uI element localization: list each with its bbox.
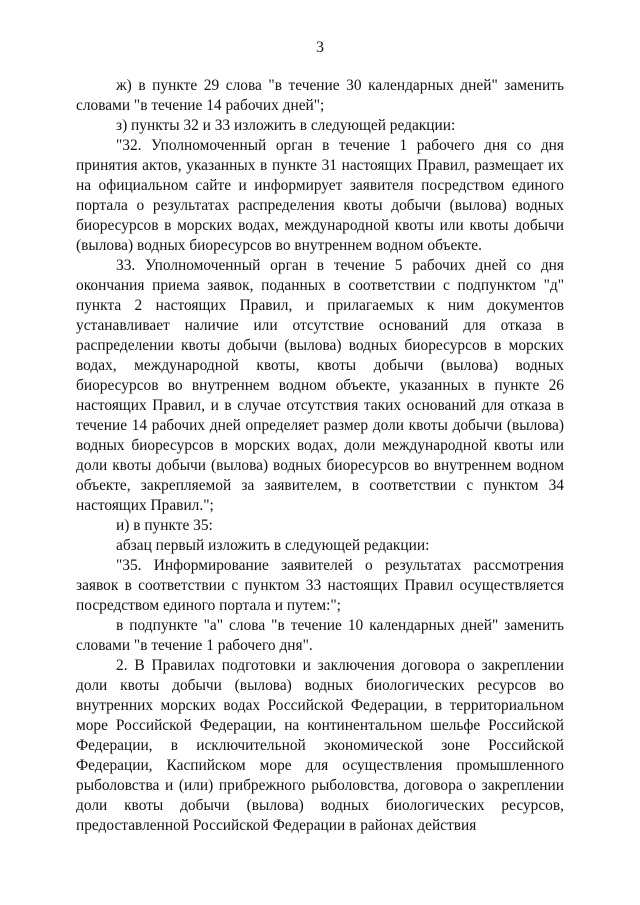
paragraph-amendment-zh: ж) в пункте 29 слова "в течение 30 календарных дней" заменить словами "в течение 14 рабочих дней"; — [76, 77, 564, 114]
paragraph-amendment-z: з) пункты 32 и 33 изложить в следующей редакции: — [116, 117, 456, 134]
paragraph-amendment-i: и) в пункте 35: — [116, 517, 213, 534]
page-number: 3 — [316, 39, 324, 56]
paragraph-subpoint-a: в подпункте "а" слова "в течение 10 календарных дней" заменить словами "в течение 1 рабочего дня". — [76, 617, 564, 654]
document-body — [76, 76, 564, 836]
paragraph-point-33: 33. Уполномоченный орган в течение 5 рабочих дней со дня окончания приема заявок, поданных в соответствии с подпунктом "д" пункта 2 настоящих Правил, и прилагаемых к ним документов устанавливает наличие или отсутствие оснований для отказа в распределении квоты добычи (вылова) водных биоресурсов в морских водах, международной квоты, квоты добычи (вылова) водных биоресурсов во внутреннем водном объекте, указанных в пункте 26 настоящих Правил, и в случае отсутствия таких оснований для отказа в течение 14 рабочих дней определяет размер доли квоты добычи (вылова) водных биоресурсов в морских водах, доли международной квоты или доли квоты добычи (вылова) водных биоресурсов во внутреннем водном объекте, закрепляемой за заявителем, в соответствии с пунктом 34 настоящих Правил."; — [76, 257, 564, 514]
paragraph-point-32: "32. Уполномоченный орган в течение 1 рабочего дня со дня принятия актов, указанных в пункте 31 настоящих Правил, размещает их на официальном сайте и информирует заявителя посредством единого портала о результатах распределения квоты добычи (вылова) водных биоресурсов в морских водах, международной квоты или квоты добычи (вылова) водных биоресурсов во внутреннем водном объекте. — [76, 137, 564, 254]
paragraph-section-2: 2. В Правилах подготовки и заключения договора о закреплении доли квоты добычи (вылова) водных биологических ресурсов во внутренних морских водах Российской Федерации, в территориальном море Российской Федерации, на континентальном шельфе Российской Федерации, в исключительной экономической зоне Российской Федерации, Каспийском море для осуществления промышленного рыболовства и (или) прибрежного рыболовства, договора о закреплении доли квоты добычи (вылова) водных биологических ресурсов, предоставленной Российской Федерации в районах действия — [76, 657, 564, 834]
paragraph-first-abzac: абзац первый изложить в следующей редакции: — [116, 537, 430, 554]
paragraph-point-35: "35. Информирование заявителей о результатах рассмотрения заявок в соответствии с пунктом 33 настоящих Правил осуществляется посредством единого портала и путем:"; — [76, 557, 564, 614]
